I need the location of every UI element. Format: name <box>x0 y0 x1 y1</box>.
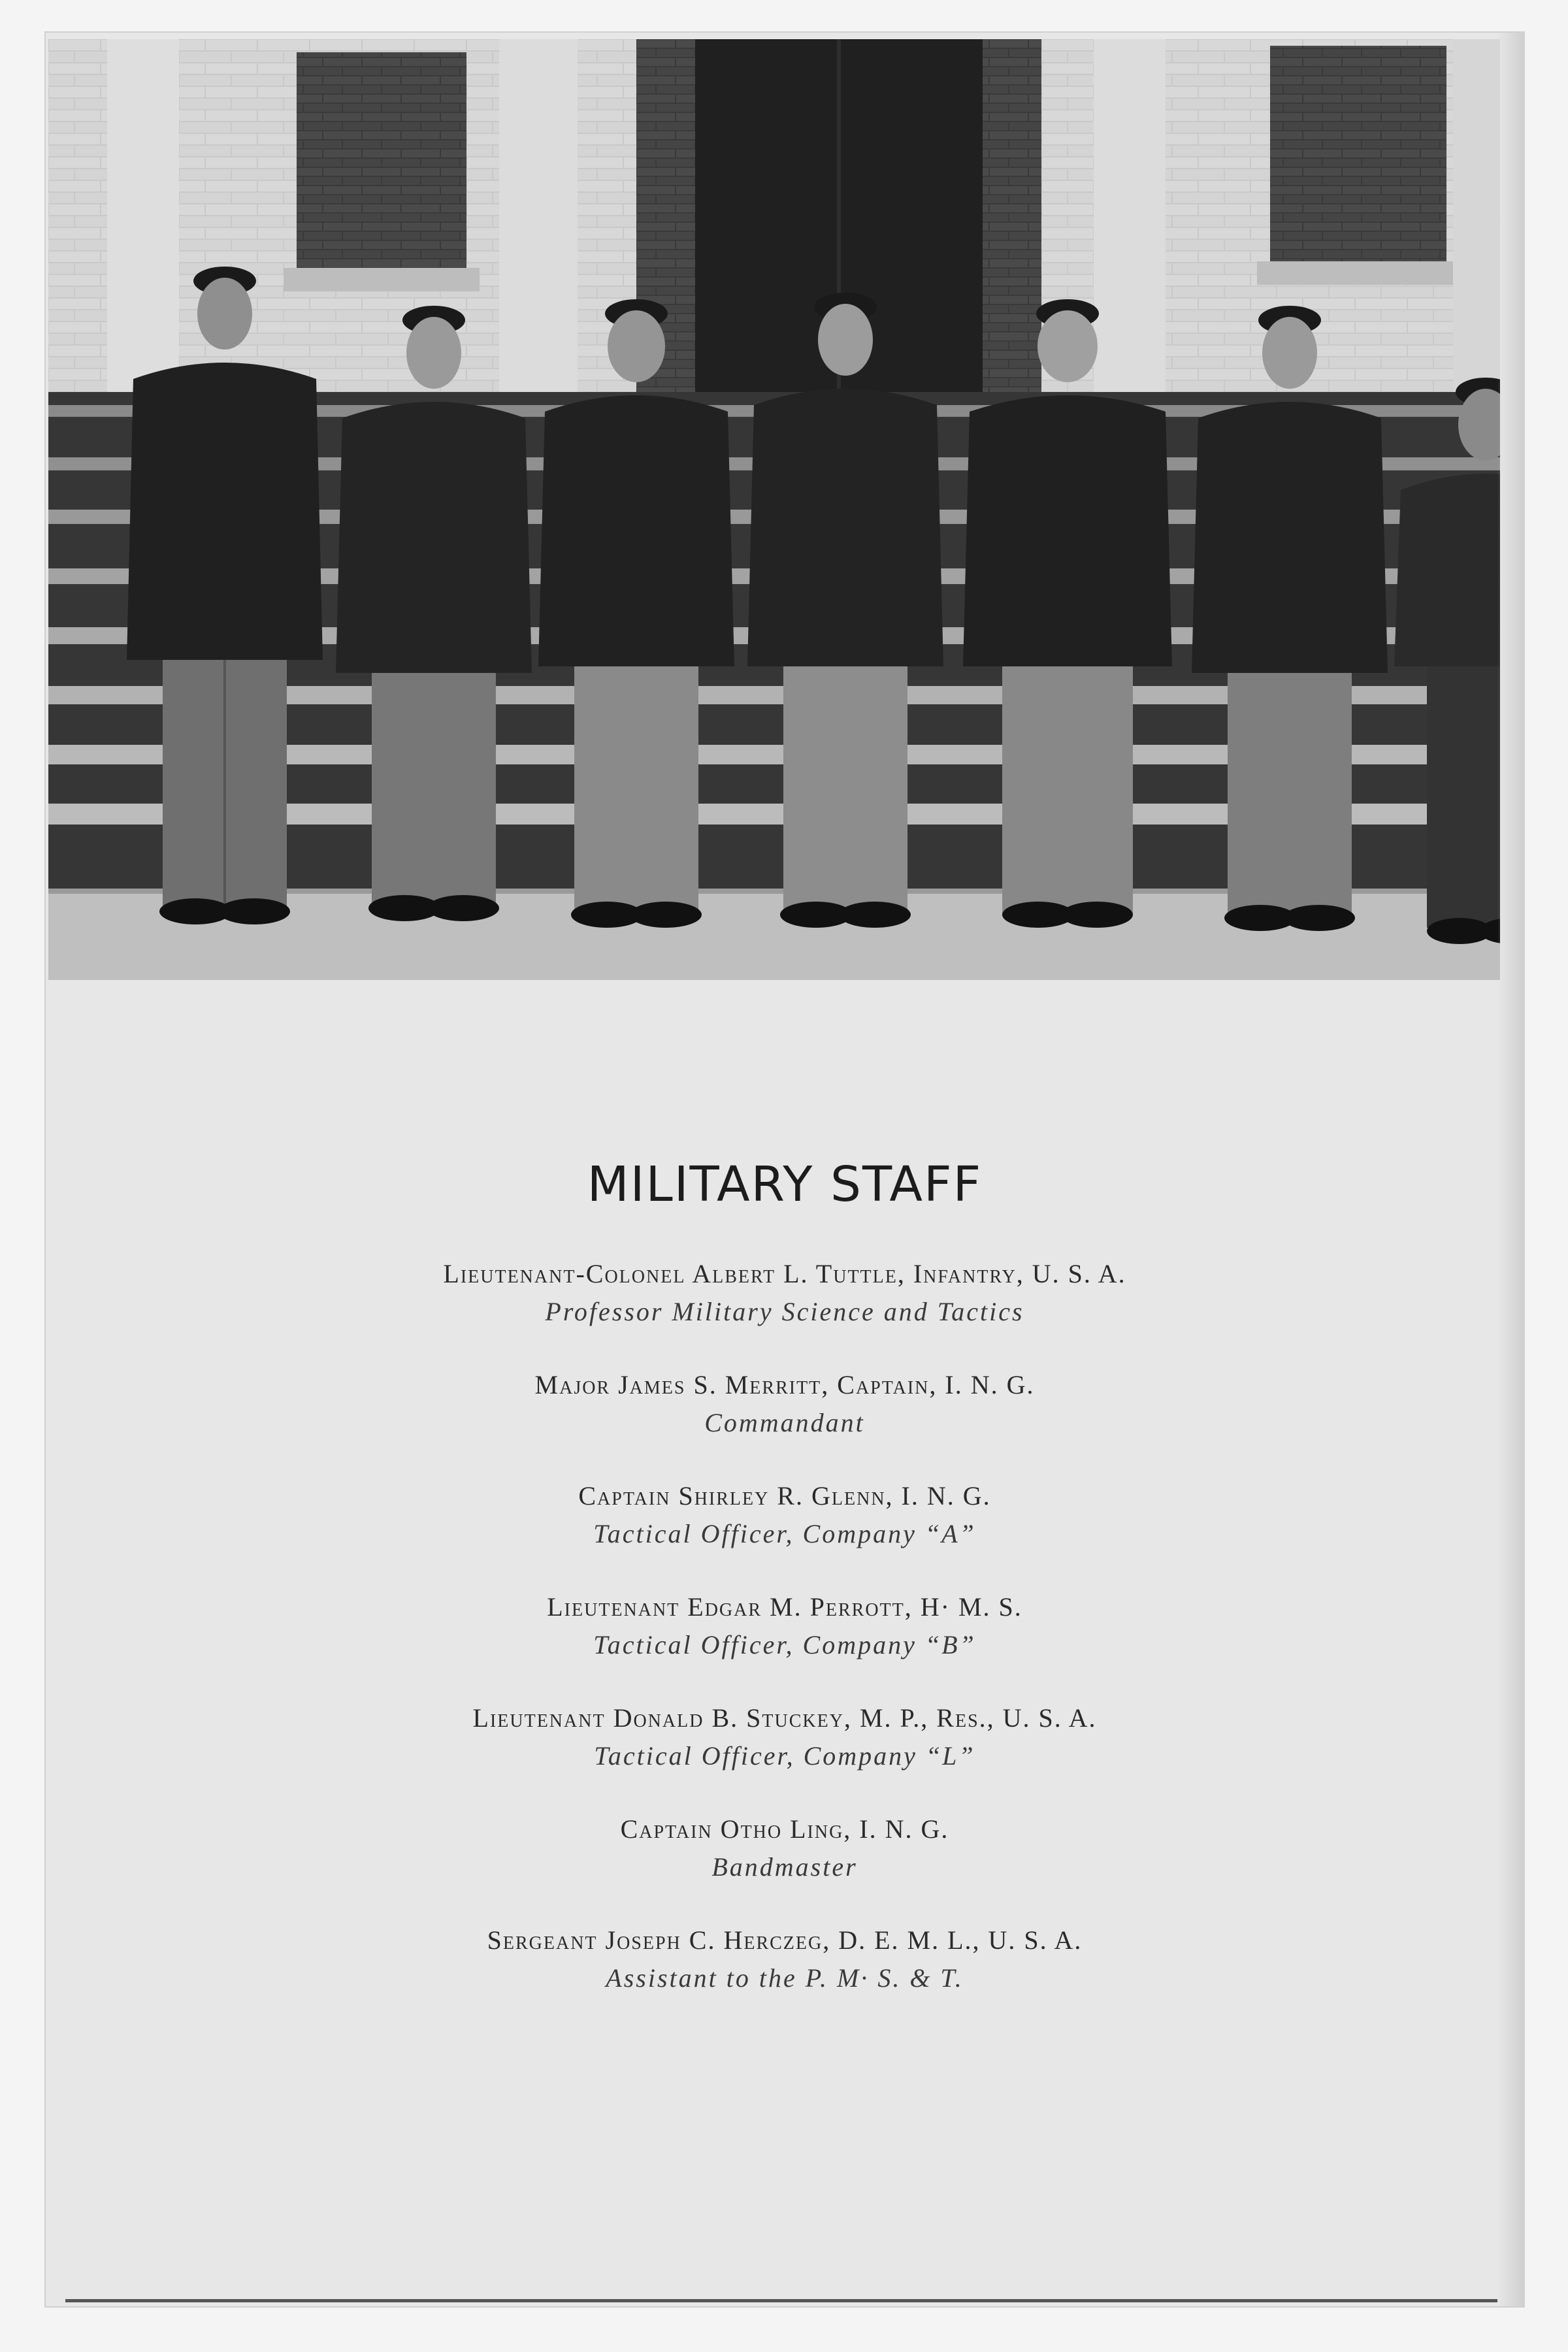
staff-name: Lieutenant Edgar M. Perrott, H· M. S. <box>547 1592 1022 1622</box>
staff-name: Lieutenant-Colonel Albert L. Tuttle, Infantry, U. S. A. <box>443 1259 1126 1288</box>
staff-name: Lieutenant Donald B. Stuckey, M. P., Res., U. S. A. <box>472 1703 1097 1733</box>
staff-role: Commandant <box>704 1408 865 1437</box>
staff-name: Captain Shirley R. Glenn, I. N. G. <box>578 1481 991 1511</box>
staff-entry <box>46 1921 1524 1997</box>
page-title: MILITARY STAFF <box>587 1156 983 1213</box>
staff-role: Professor Military Science and Tactics <box>545 1297 1024 1326</box>
staff-role: Bandmaster <box>711 1852 858 1882</box>
staff-list <box>46 1254 1524 2032</box>
staff-role: Tactical Officer, Company “L” <box>594 1741 975 1771</box>
staff-name: Captain Otho Ling, I. N. G. <box>620 1814 949 1844</box>
page-edge-shadow <box>1497 33 1524 2306</box>
staff-entry <box>46 1588 1524 1663</box>
staff-entry <box>46 1365 1524 1441</box>
staff-role: Tactical Officer, Company “A” <box>593 1519 976 1548</box>
staff-name: Major James S. Merritt, Captain, I. N. G. <box>534 1370 1035 1399</box>
staff-entry <box>46 1254 1524 1330</box>
document-page <box>46 33 1524 2306</box>
staff-entry <box>46 1699 1524 1774</box>
bottom-rule <box>65 2299 1497 2302</box>
staff-role: Tactical Officer, Company “B” <box>593 1630 976 1659</box>
staff-entry <box>46 1477 1524 1552</box>
military-staff-photo <box>48 39 1500 980</box>
staff-name: Sergeant Joseph C. Herczeg, D. E. M. L., U. S. A. <box>487 1925 1083 1955</box>
staff-entry <box>46 1810 1524 1886</box>
staff-role: Assistant to the P. M· S. & T. <box>606 1963 964 1993</box>
